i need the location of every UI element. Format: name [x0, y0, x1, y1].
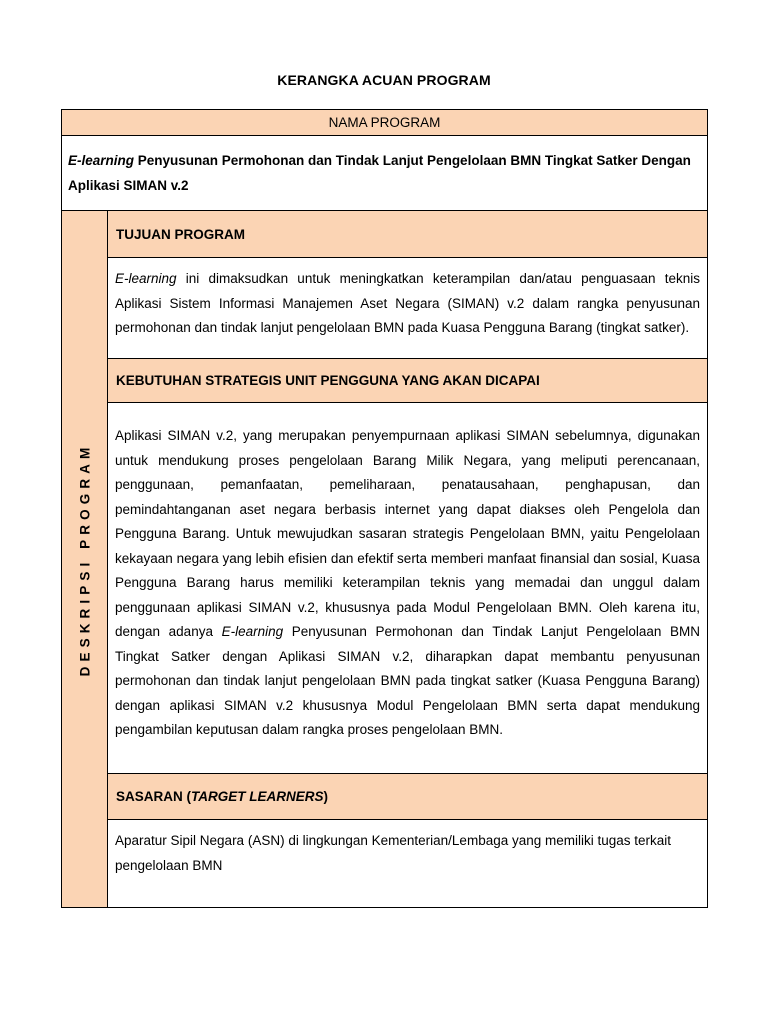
sasaran-heading	[108, 774, 707, 819]
kebutuhan-body	[108, 424, 707, 764]
row-divider	[108, 819, 707, 820]
sasaran-body: Aparatur Sipil Negara (ASN) di lingkungan Kementerian/Lembaga yang memiliki tugas terkait pengelolaan BMN	[115, 833, 672, 873]
sasaran-heading-suffix: )	[323, 789, 329, 804]
tujuan-heading: TUJUAN PROGRAM	[108, 211, 707, 257]
tujuan-body-text: ini dimaksudkan untuk meningkatkan keterampilan dan/atau penguasaan teknis Aplikasi Sistem Informasi Manajemen Aset Negara (SIMAN) v.2 dalam rangka penyusunan permohonan dan tindak lanjut pengelolaan BMN pada Kuasa Pengguna Barang (tingkat satker).	[115, 271, 700, 335]
sasaran-heading-prefix: SASARAN (	[116, 789, 192, 804]
program-title	[62, 136, 707, 210]
document-title: KERANGKA ACUAN PROGRAM	[277, 72, 491, 88]
tujuan-body	[108, 267, 707, 357]
kebutuhan-heading: KEBUTUHAN STRATEGIS UNIT PENGGUNA YANG AKAN DICAPAI	[108, 359, 707, 402]
side-label-cell	[62, 211, 107, 907]
sasaran-heading-italic: TARGET LEARNERS	[191, 789, 324, 804]
kebutuhan-body-text: Aplikasi SIMAN v.2, yang merupakan penyempurnaan aplikasi SIMAN sebelumnya, digunakan untuk mendukung proses pengelolaan Barang Milik Negara, yang meliputi perencanaan, penggunaan, pemanfaatan, pemeliharaan, penatausahaan, penghapusan, dan pemindahtanganan aset negara berbasis internet yang dapat diakses oleh Pengelola dan Pengguna Barang. Untuk mewujudkan sasaran strategis Pengelolaan BMN, yaitu Pengelolaan kekayaan negara yang lebih efisien dan efektif serta memberi manfaat finansial dan sosial, Kuasa Pengguna Barang harus memiliki keterampilan teknis yang memadai dan unggul dalam penggunaan aplikasi SIMAN v.2, khususnya pada Modul Pengelolaan BMN. Oleh karena itu, dengan adanya	[115, 428, 700, 639]
program-title-text: Penyusunan Permohonan dan Tindak Lanjut Pengelolaan BMN Tingkat Satker Dengan Aplikasi SIMAN v.2	[68, 153, 691, 193]
kebutuhan-body-text-2: Penyusunan Permohonan dan Tindak Lanjut Pengelolaan BMN Tingkat Satker dengan Aplikasi SIMAN v.2, diharapkan dapat membantu penyusunan permohonan dan tindak lanjut pengelolaan BMN pada tingkat satker (Kuasa Pengguna Barang) dengan aplikasi SIMAN v.2 khususnya Modul Pengelolaan BMN serta dapat mendukung pengambilan keputusan dalam rangka proses pengelolaan BMN.	[115, 624, 700, 737]
kebutuhan-body-italic: E-learning	[221, 624, 284, 639]
program-table	[61, 109, 708, 908]
tujuan-body-italic: E-learning	[115, 271, 177, 286]
row-divider	[108, 257, 707, 258]
nama-program-header: NAMA PROGRAM	[62, 110, 707, 135]
side-label: DESKRIPSI PROGRAM	[77, 442, 92, 676]
program-title-italic: E-learning	[68, 153, 135, 168]
row-divider	[108, 402, 707, 403]
